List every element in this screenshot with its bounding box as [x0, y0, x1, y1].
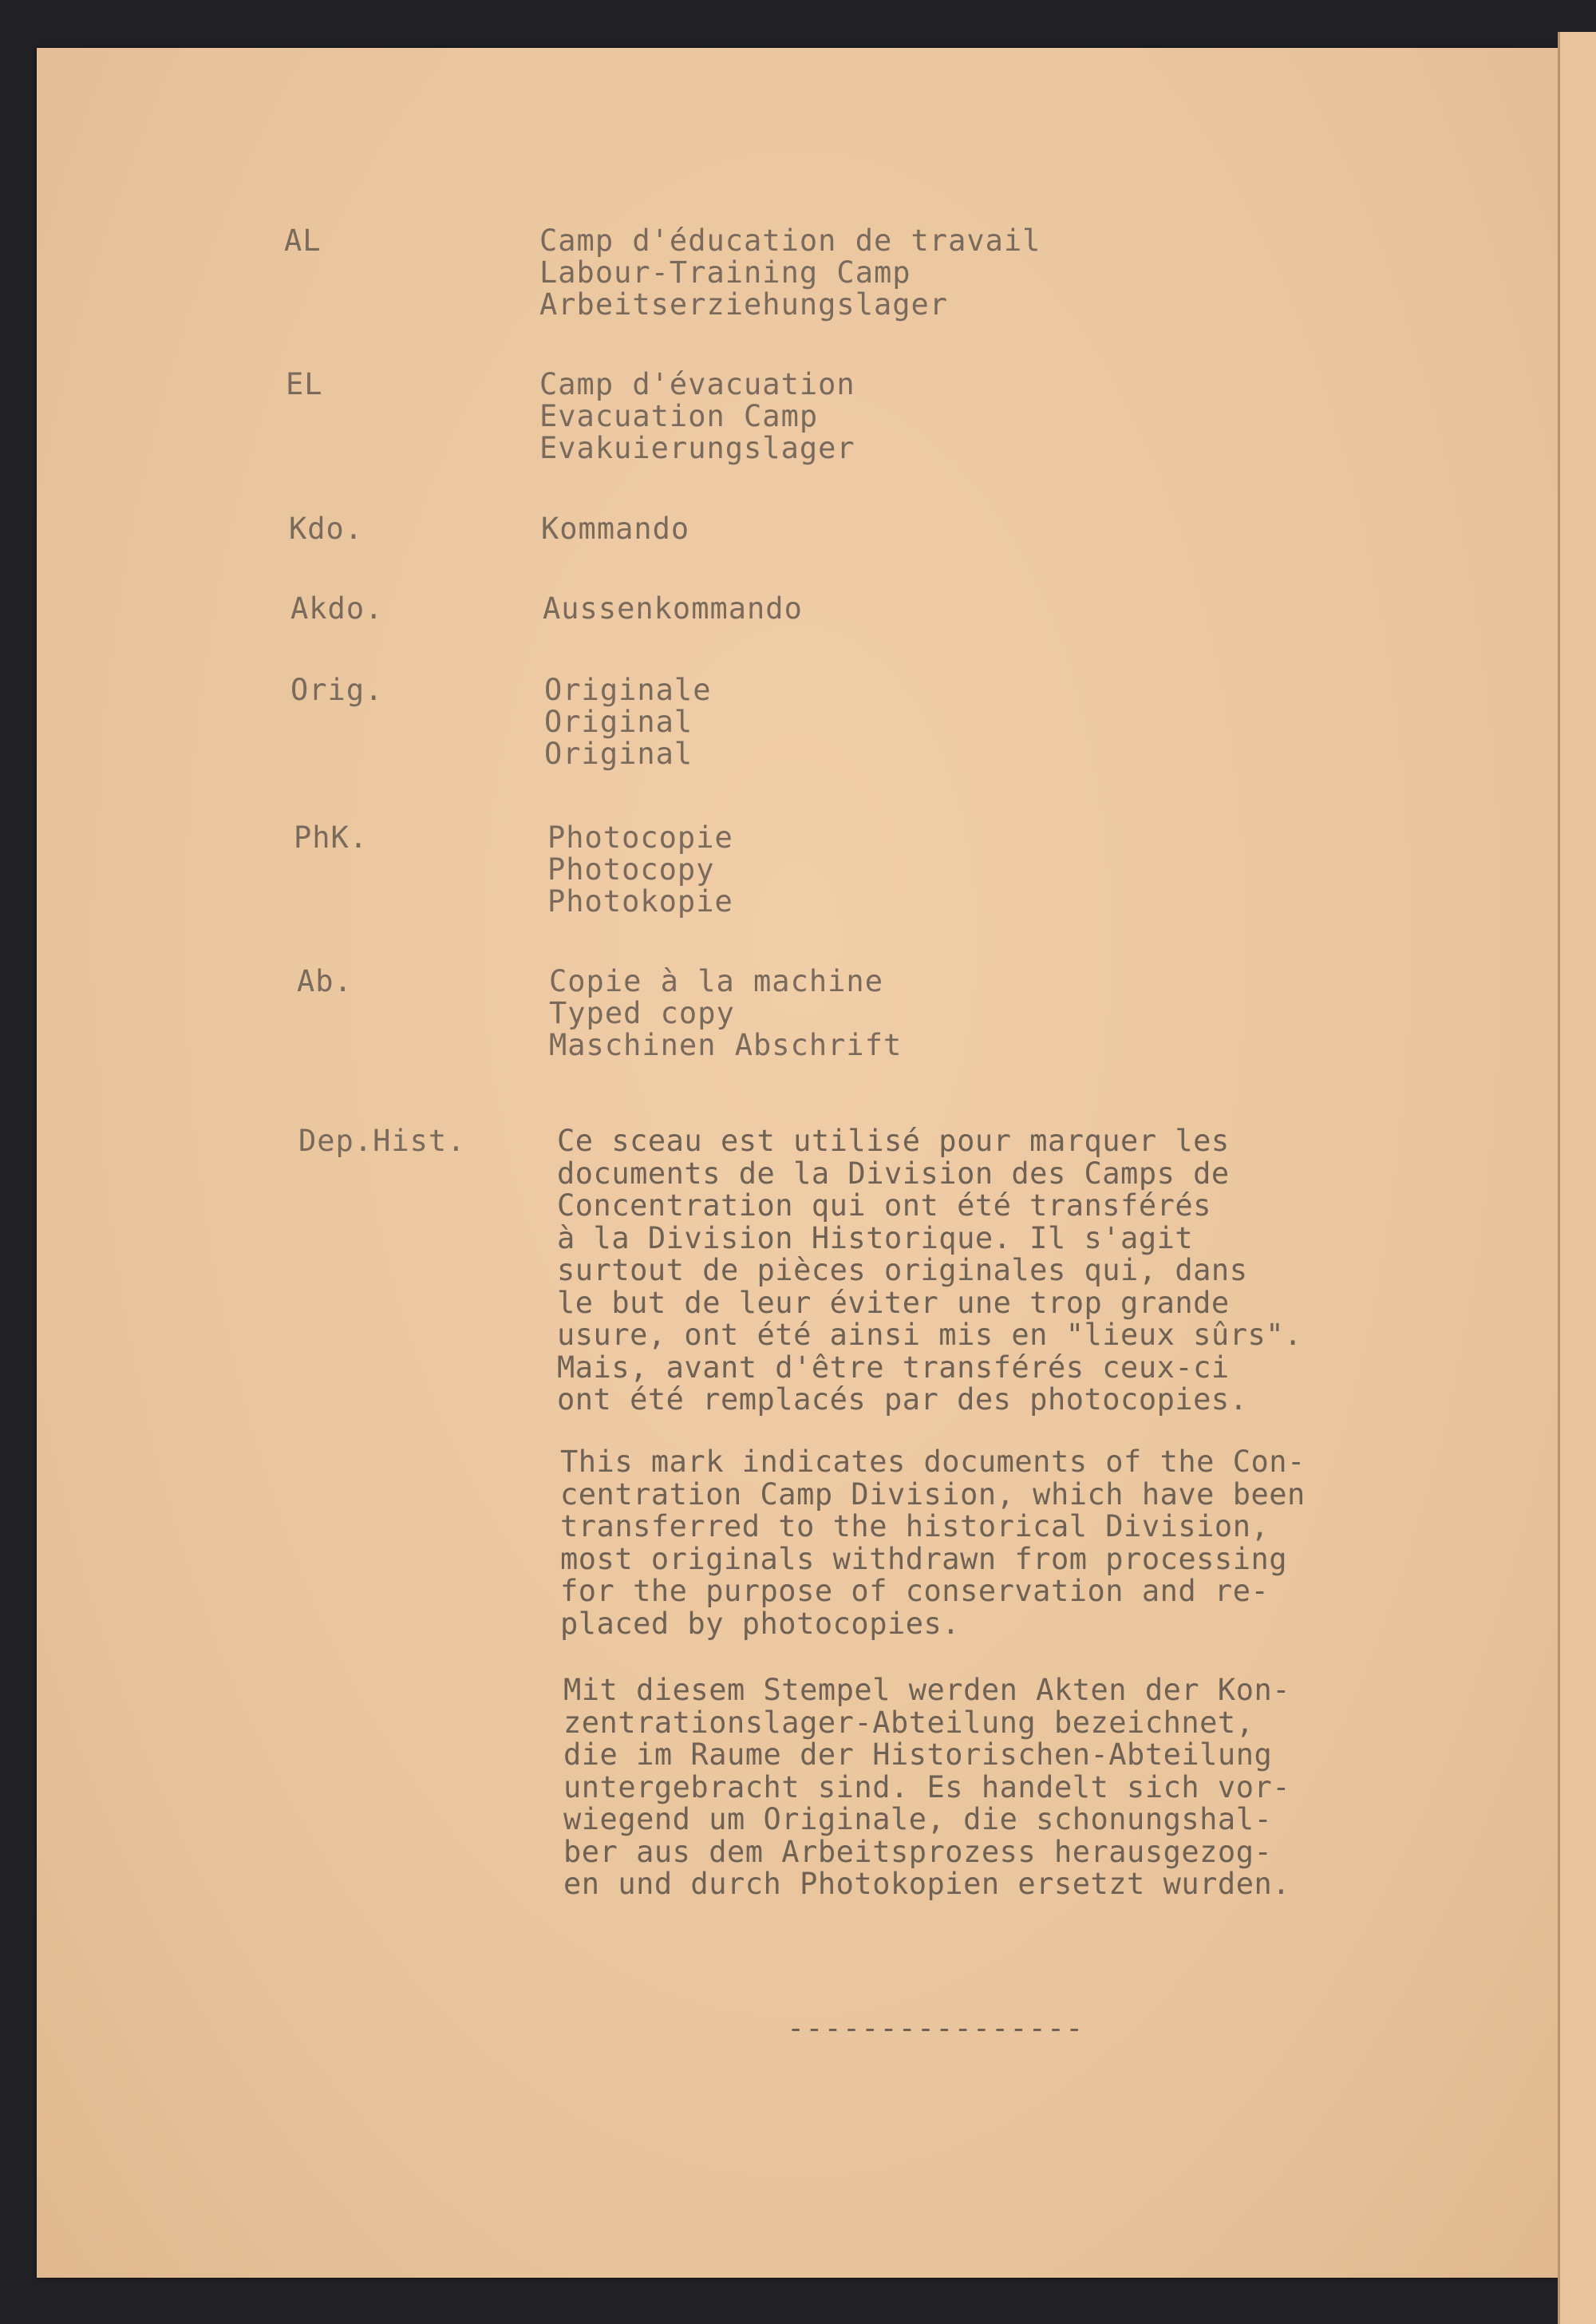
definition-line: Evakuierungslager	[539, 431, 855, 465]
entry-definitions	[544, 674, 711, 770]
definition-line: Maschinen Abschrift	[549, 1028, 903, 1062]
entry-abbreviation: Ab.	[297, 964, 353, 998]
definition-line: Evacuation Camp	[539, 399, 819, 433]
definition-line: Photokopie	[547, 884, 733, 919]
entry-definitions	[543, 593, 803, 625]
paragraph-line: Concentration qui ont été transférés	[557, 1188, 1211, 1223]
definition-line: Camp d'évacuation	[539, 367, 855, 401]
paragraph-line: die im Raume der Historischen-Abteilung	[563, 1737, 1273, 1772]
definition-line: Original	[544, 705, 693, 739]
definition-line: Arbeitserziehungslager	[539, 287, 949, 322]
paragraph-german	[563, 1674, 1425, 1901]
definition-line: Photocopy	[547, 852, 715, 887]
paragraph-line: most originals withdrawn from processing	[560, 1541, 1288, 1576]
entry-abbreviation: Dep.Hist.	[298, 1124, 466, 1158]
paragraph-line: This mark indicates documents of the Con-	[560, 1445, 1306, 1479]
definition-line: Labour-Training Camp	[539, 255, 911, 290]
paragraph-line: ber aus dem Arbeitsprozess herausgezog-	[563, 1834, 1273, 1869]
entry-abbreviation: Akdo.	[290, 591, 384, 626]
paragraph-line: Mais, avant d'être transférés ceux-ci	[557, 1350, 1230, 1385]
definition-line: Photocopie	[547, 820, 733, 855]
paragraph-line: usure, ont été ainsi mis en "lieux sûrs".	[557, 1318, 1302, 1352]
definition-line: Camp d'éducation de travail	[539, 223, 1041, 258]
definition-line: Originale	[544, 673, 712, 707]
entry-abbreviation: Kdo.	[289, 512, 364, 546]
paragraph-french	[557, 1125, 1419, 1417]
entry-definitions	[539, 369, 855, 464]
entry-definitions	[549, 966, 902, 1061]
entry-definitions	[547, 822, 733, 918]
definition-line: Copie à la machine	[549, 964, 883, 998]
paragraph-english	[560, 1446, 1422, 1640]
paragraph-line: le but de leur éviter une trop grande	[557, 1285, 1230, 1320]
entry-definitions	[539, 225, 1041, 321]
entry-abbreviation: Orig.	[290, 673, 384, 707]
paragraph-line: documents de la Division des Camps de	[557, 1156, 1230, 1191]
definition-line: Kommando	[541, 512, 690, 546]
paragraph-line: en und durch Photokopien ersetzt wurden.	[563, 1867, 1291, 1901]
entry-abbreviation: PhK.	[294, 820, 369, 855]
entry-abbreviation: AL	[284, 223, 322, 258]
paragraph-line: for the purpose of conservation and re-	[560, 1574, 1270, 1608]
adjacent-page-edge	[1558, 32, 1596, 2324]
paragraph-line: ont été remplacés par des photocopies.	[557, 1382, 1248, 1417]
paragraph-line: Mit diesem Stempel werden Akten der Kon-	[563, 1673, 1291, 1707]
paragraph-line: à la Division Historique. Il s'agit	[557, 1220, 1194, 1255]
paragraph-line: zentrationslager-Abteilung bezeichnet,	[563, 1705, 1254, 1740]
entry-abbreviation: EL	[286, 367, 323, 401]
document-page	[37, 48, 1558, 2278]
paragraph-line: centration Camp Division, which have been	[560, 1476, 1306, 1512]
paragraph-line: placed by photocopies.	[560, 1606, 961, 1641]
paragraph-line: Ce sceau est utilisé pour marquer les	[557, 1124, 1230, 1158]
paragraph-line: untergebracht sind. Es handelt sich vor-	[563, 1769, 1291, 1804]
entry-definitions	[541, 513, 689, 545]
paragraph-line: surtout de pièces originales qui, dans	[557, 1253, 1248, 1287]
paragraph-line: wiegend um Originale, die schonungshal-	[563, 1802, 1273, 1836]
definition-line: Typed copy	[549, 996, 735, 1030]
definition-line: Aussenkommando	[543, 591, 803, 626]
paragraph-line: transferred to the historical Division,	[560, 1509, 1270, 1543]
closing-divider: ----------------	[787, 2011, 1084, 2045]
definition-line: Original	[544, 737, 693, 771]
